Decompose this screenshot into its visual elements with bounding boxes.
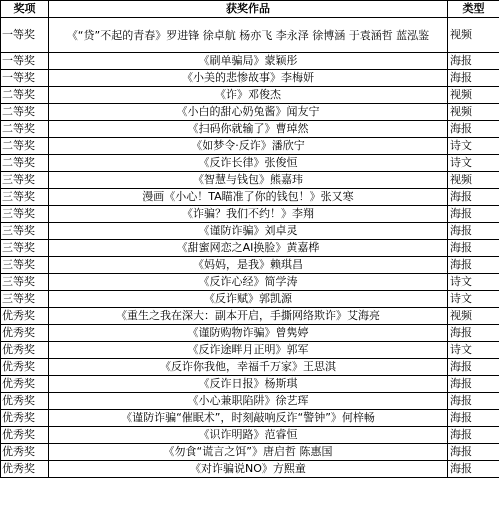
award-work-cell: 《小心兼职陷阱》徐艺珲 — [49, 393, 448, 410]
work-type-cell: 海报 — [448, 393, 499, 410]
award-level-cell: 一等奖 — [1, 18, 49, 53]
table-row — [1, 257, 499, 274]
table-row — [1, 308, 499, 325]
work-type-cell: 海报 — [448, 70, 499, 87]
work-type-cell: 海报 — [448, 257, 499, 274]
award-work-cell: 《扫码你就输了》曹琸然 — [49, 121, 448, 138]
award-work-cell: 《反诈你我他，幸福千万家》王思淇 — [49, 359, 448, 376]
award-work-cell: 《反诈赋》郭凯源 — [49, 291, 448, 308]
table-row — [1, 444, 499, 461]
table-row — [1, 70, 499, 87]
table-row — [1, 138, 499, 155]
work-type-cell: 海报 — [448, 189, 499, 206]
work-type-cell: 海报 — [448, 53, 499, 70]
work-type-cell: 海报 — [448, 240, 499, 257]
award-work-cell: 《反诈长律》张俊恒 — [49, 155, 448, 172]
award-work-cell: 《智慧与钱包》熊嘉玮 — [49, 172, 448, 189]
table-row — [1, 206, 499, 223]
work-type-cell: 海报 — [448, 444, 499, 461]
award-level-cell: 三等奖 — [1, 223, 49, 240]
table-row — [1, 427, 499, 444]
award-work-cell: 《“贷”不起的青春》罗进锋 徐卓航 杨亦飞 李永泽 徐博涵 于袁涵哲 蓝泓鉴 — [49, 18, 448, 53]
work-type-cell: 视频 — [448, 308, 499, 325]
award-level-cell: 一等奖 — [1, 70, 49, 87]
award-work-cell: 《诈》邓俊杰 — [49, 87, 448, 104]
work-type-cell: 海报 — [448, 461, 499, 478]
table-row — [1, 376, 499, 393]
header-type: 类型 — [448, 1, 499, 18]
award-level-cell: 二等奖 — [1, 121, 49, 138]
work-type-cell: 视频 — [448, 87, 499, 104]
award-level-cell: 二等奖 — [1, 104, 49, 121]
table-row — [1, 189, 499, 206]
award-level-cell: 三等奖 — [1, 274, 49, 291]
award-level-cell: 三等奖 — [1, 189, 49, 206]
work-type-cell: 诗文 — [448, 155, 499, 172]
work-type-cell: 视频 — [448, 18, 499, 53]
work-type-cell: 视频 — [448, 172, 499, 189]
work-type-cell: 诗文 — [448, 138, 499, 155]
table-row — [1, 240, 499, 257]
work-type-cell: 海报 — [448, 376, 499, 393]
table-row — [1, 223, 499, 240]
work-type-cell: 海报 — [448, 325, 499, 342]
award-level-cell: 优秀奖 — [1, 461, 49, 478]
award-work-cell: 《妈妈，是我》赖琪昌 — [49, 257, 448, 274]
award-level-cell: 优秀奖 — [1, 427, 49, 444]
header-work: 获奖作品 — [49, 1, 448, 18]
award-level-cell: 二等奖 — [1, 87, 49, 104]
award-work-cell: 《刷单骗局》蒙颖彤 — [49, 53, 448, 70]
award-level-cell: 一等奖 — [1, 53, 49, 70]
award-work-cell: 《识诈明路》范睿恒 — [49, 427, 448, 444]
table-row — [1, 410, 499, 427]
award-level-cell: 优秀奖 — [1, 325, 49, 342]
table-row — [1, 393, 499, 410]
table-row — [1, 53, 499, 70]
award-level-cell: 优秀奖 — [1, 393, 49, 410]
table-row — [1, 291, 499, 308]
award-level-cell: 三等奖 — [1, 291, 49, 308]
award-work-cell: 《反诈日报》杨斯琪 — [49, 376, 448, 393]
award-level-cell: 三等奖 — [1, 257, 49, 274]
award-work-cell: 《谨防购物诈骗》曾隽婷 — [49, 325, 448, 342]
award-work-cell: 漫画《小心！TA瞄准了你的钱包！》张又寒 — [49, 189, 448, 206]
work-type-cell: 诗文 — [448, 291, 499, 308]
award-work-cell: 《对诈骗说NO》方熙童 — [49, 461, 448, 478]
award-level-cell: 三等奖 — [1, 240, 49, 257]
table-row — [1, 461, 499, 478]
table-header — [1, 1, 499, 18]
table-row — [1, 121, 499, 138]
award-work-cell: 《如梦令·反诈》潘欣宁 — [49, 138, 448, 155]
award-work-cell: 《反诈途畔月正明》郭军 — [49, 342, 448, 359]
award-work-cell: 《小白的甜心奶兔酱》闻友宁 — [49, 104, 448, 121]
work-type-cell: 诗文 — [448, 342, 499, 359]
award-work-cell: 《反诈心经》简学涛 — [49, 274, 448, 291]
award-level-cell: 优秀奖 — [1, 444, 49, 461]
table-row — [1, 274, 499, 291]
award-work-cell: 《勿食“谎言之饵”》唐启哲 陈惠国 — [49, 444, 448, 461]
award-level-cell: 三等奖 — [1, 206, 49, 223]
work-type-cell: 海报 — [448, 121, 499, 138]
table-row — [1, 172, 499, 189]
award-work-cell: 《诈骗？我们不约！》李翔 — [49, 206, 448, 223]
header-row — [1, 1, 499, 18]
award-level-cell: 优秀奖 — [1, 376, 49, 393]
award-level-cell: 二等奖 — [1, 138, 49, 155]
table-row — [1, 18, 499, 53]
award-work-cell: 《谨防诈骗》刘卓灵 — [49, 223, 448, 240]
table-row — [1, 342, 499, 359]
award-level-cell: 三等奖 — [1, 172, 49, 189]
award-work-cell: 《甜蜜网恋之AI换脸》黄嘉桦 — [49, 240, 448, 257]
work-type-cell: 海报 — [448, 223, 499, 240]
work-type-cell: 诗文 — [448, 274, 499, 291]
table-row — [1, 155, 499, 172]
award-work-cell: 《重生之我在深大：副本开启，手撕网络欺诈》艾海亮 — [49, 308, 448, 325]
work-type-cell: 海报 — [448, 359, 499, 376]
award-work-cell: 《小美的悲惨故事》李梅妍 — [49, 70, 448, 87]
table-row — [1, 87, 499, 104]
award-level-cell: 优秀奖 — [1, 308, 49, 325]
work-type-cell: 海报 — [448, 410, 499, 427]
work-type-cell: 视频 — [448, 104, 499, 121]
award-level-cell: 二等奖 — [1, 155, 49, 172]
work-type-cell: 海报 — [448, 206, 499, 223]
award-level-cell: 优秀奖 — [1, 359, 49, 376]
table-row — [1, 104, 499, 121]
award-level-cell: 优秀奖 — [1, 410, 49, 427]
table-body — [1, 18, 499, 478]
table-row — [1, 359, 499, 376]
award-work-cell: 《谨防诈骗“催眠术”，时刻敲响反诈“警钟”》何梓畅 — [49, 410, 448, 427]
table-row — [1, 325, 499, 342]
award-level-cell: 优秀奖 — [1, 342, 49, 359]
work-type-cell: 海报 — [448, 427, 499, 444]
header-level: 奖项 — [1, 1, 49, 18]
